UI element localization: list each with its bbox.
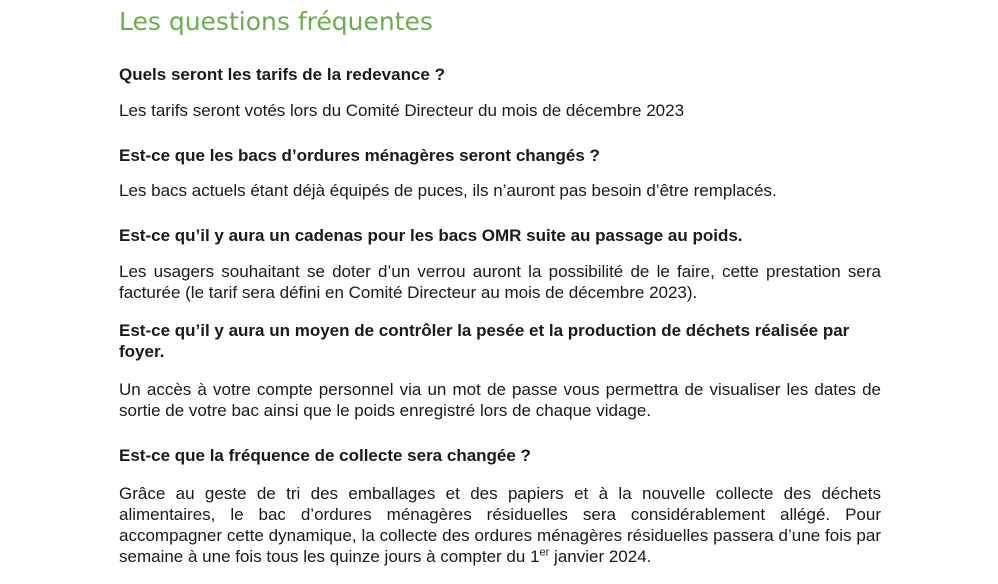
ordinal-superscript: er (539, 546, 550, 559)
faq-question: Est-ce qu’il y aura un moyen de contrôler la pesée et la production de déchets réalisée par foyer. (119, 321, 850, 361)
faq-answer: Les bacs actuels étant déjà équipés de puces, ils n’auront pas besoin d’être remplacés. (119, 181, 777, 200)
faq-question: Est-ce que la fréquence de collecte sera changée ? (119, 446, 531, 465)
faq-answer (119, 483, 881, 567)
faq-question: Quels seront les tarifs de la redevance ? (119, 65, 445, 84)
faq-answer: Un accès à votre compte personnel via un mot de passe vous permettra de visualiser les dates de sortie de votre bac ainsi que le poids enregistré lors de chaque vidage. (119, 380, 881, 420)
page-title: Les questions fréquentes (119, 7, 433, 36)
faq-question: Est-ce qu’il y aura un cadenas pour les bacs OMR suite au passage au poids. (119, 226, 743, 245)
faq-answer: Les tarifs seront votés lors du Comité Directeur du mois de décembre 2023 (119, 101, 685, 120)
faq-answer-text-end: janvier 2024. (549, 547, 652, 566)
faq-question: Est-ce que les bacs d’ordures ménagères seront changés ? (119, 146, 600, 165)
faq-answer: Les usagers souhaitant se doter d’un verrou auront la possibilité de le faire, cette prestation sera facturée (le tarif sera défini en Comité Directeur au mois de décembre 2023). (119, 262, 881, 302)
faq-answer-text: Grâce au geste de tri des emballages et des papiers et à la nouvelle collecte des déchets alimentaires, le bac d’ordures ménagères résiduelles sera considérablement allégé. Pour accompagner cette dynamique, la collecte des ordures ménagères résiduelles passera d’une fois par semaine à une fois tous les quinze jours à compter du 1 (119, 484, 881, 566)
